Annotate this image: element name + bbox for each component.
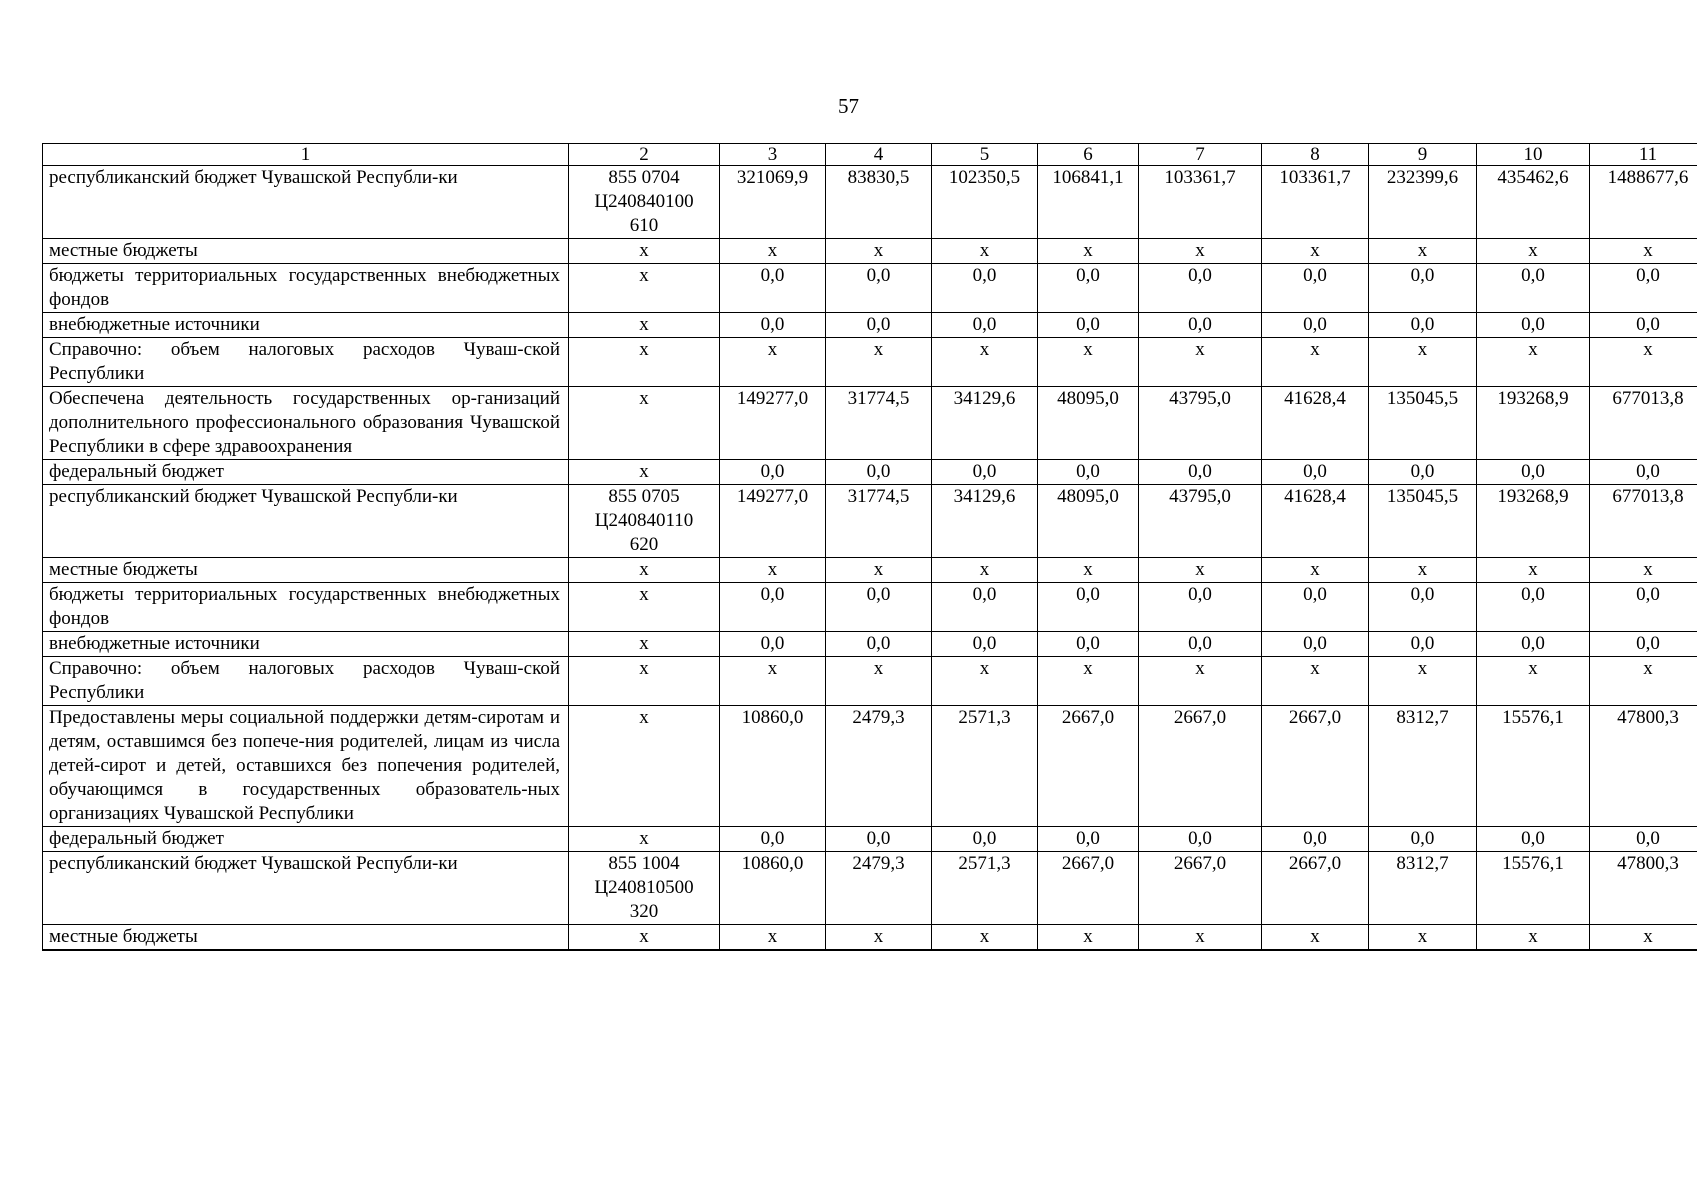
value-cell: 0,0 [720,460,826,485]
value-cell: 0,0 [932,583,1038,632]
value-cell: 0,0 [1369,583,1477,632]
value-cell: x [826,558,932,583]
value-cell: 0,0 [1038,632,1139,657]
value-cell: 0,0 [1590,313,1697,338]
value-cell: 2667,0 [1139,706,1262,827]
value-cell: x [1590,925,1697,951]
value-cell: x [932,925,1038,951]
value-cell: 0,0 [1369,264,1477,313]
value-cell: 0,0 [1590,827,1697,852]
value-cell: 0,0 [1139,313,1262,338]
budget-code-line: Ц240840100 [594,191,694,212]
budget-code-line: x [639,707,649,728]
value-cell: 15576,1 [1477,852,1590,925]
value-cell: x [826,657,932,706]
value-cell: 31774,5 [826,387,932,460]
table-row [43,827,1697,852]
value-cell: x [1038,657,1139,706]
budget-code-line: x [639,461,649,482]
value-cell: 0,0 [1139,827,1262,852]
row-description: федеральный бюджет [43,460,569,485]
value-cell: x [826,239,932,264]
value-cell: 2667,0 [1038,852,1139,925]
budget-code-cell [569,239,720,264]
value-cell: x [1369,558,1477,583]
value-cell: 0,0 [1477,460,1590,485]
row-description: республиканский бюджет Чувашской Республи-ки [43,485,569,558]
value-cell: 0,0 [1590,632,1697,657]
table-row [43,264,1697,313]
budget-code-cell [569,313,720,338]
budget-code-line: x [639,559,649,580]
column-header: 5 [932,144,1038,166]
value-cell: 321069,9 [720,166,826,239]
value-cell: 135045,5 [1369,387,1477,460]
value-cell: 0,0 [1477,632,1590,657]
row-description: федеральный бюджет [43,827,569,852]
value-cell: x [1369,239,1477,264]
value-cell: 2667,0 [1139,852,1262,925]
value-cell: x [1369,657,1477,706]
budget-code-line: x [639,633,649,654]
value-cell: 0,0 [932,313,1038,338]
value-cell: 0,0 [1477,264,1590,313]
value-cell: 0,0 [1262,827,1369,852]
table-row [43,166,1697,239]
value-cell: 47800,3 [1590,706,1697,827]
value-cell: 0,0 [1369,827,1477,852]
value-cell: 677013,8 [1590,387,1697,460]
budget-code-line: 855 0704 [608,167,680,188]
column-header: 8 [1262,144,1369,166]
value-cell: 10860,0 [720,852,826,925]
budget-code-line: 320 [629,901,659,922]
row-description: местные бюджеты [43,239,569,264]
value-cell: 41628,4 [1262,485,1369,558]
value-cell: 2667,0 [1262,852,1369,925]
value-cell: 0,0 [1038,583,1139,632]
value-cell: 103361,7 [1139,166,1262,239]
value-cell: 106841,1 [1038,166,1139,239]
value-cell: 43795,0 [1139,387,1262,460]
value-cell: 0,0 [720,632,826,657]
table-row [43,925,1697,951]
column-number-row [43,144,1697,166]
table-row [43,558,1697,583]
value-cell: x [720,925,826,951]
value-cell: x [720,338,826,387]
value-cell: 102350,5 [932,166,1038,239]
row-description: республиканский бюджет Чувашской Республи-ки [43,852,569,925]
value-cell: 34129,6 [932,485,1038,558]
value-cell: 0,0 [1262,264,1369,313]
value-cell: 0,0 [720,264,826,313]
column-header: 3 [720,144,826,166]
value-cell: x [1262,657,1369,706]
budget-code-line: x [639,926,649,947]
value-cell: 0,0 [826,827,932,852]
value-cell: 0,0 [826,460,932,485]
value-cell: 41628,4 [1262,387,1369,460]
value-cell: 0,0 [932,460,1038,485]
table-row [43,338,1697,387]
budget-code-cell [569,706,720,827]
value-cell: x [826,338,932,387]
value-cell: 0,0 [826,264,932,313]
budget-code-line: 610 [629,215,659,236]
value-cell: 677013,8 [1590,485,1697,558]
value-cell: x [1262,239,1369,264]
column-header: 11 [1590,144,1697,166]
budget-code-cell [569,583,720,632]
value-cell: 0,0 [1139,460,1262,485]
value-cell: 2667,0 [1262,706,1369,827]
row-description: Справочно: объем налоговых расходов Чуваш-ской Республики [43,657,569,706]
table-row [43,460,1697,485]
value-cell: 0,0 [1369,632,1477,657]
value-cell: x [932,239,1038,264]
value-cell: 2667,0 [1038,706,1139,827]
row-description: Обеспечена деятельность государственных ор-ганизаций дополнительного профессионального образования Чувашской Республики в сфере здравоохранения [43,387,569,460]
value-cell: 0,0 [1139,632,1262,657]
value-cell: x [1038,239,1139,264]
value-cell: x [1038,338,1139,387]
column-header: 2 [569,144,720,166]
value-cell: 0,0 [720,583,826,632]
value-cell: 193268,9 [1477,485,1590,558]
value-cell: x [1262,558,1369,583]
value-cell: x [720,558,826,583]
value-cell: 0,0 [932,264,1038,313]
column-header: 7 [1139,144,1262,166]
value-cell: x [720,657,826,706]
value-cell: 0,0 [1369,460,1477,485]
column-header: 9 [1369,144,1477,166]
value-cell: 103361,7 [1262,166,1369,239]
value-cell: 0,0 [1590,264,1697,313]
budget-code-line: x [639,314,649,335]
value-cell: 135045,5 [1369,485,1477,558]
budget-code-cell [569,827,720,852]
budget-code-cell [569,264,720,313]
table-row [43,485,1697,558]
value-cell: 0,0 [1038,313,1139,338]
value-cell: x [1262,925,1369,951]
value-cell: 0,0 [1369,313,1477,338]
value-cell: 31774,5 [826,485,932,558]
budget-table [42,143,1697,951]
value-cell: x [932,558,1038,583]
value-cell: 0,0 [932,632,1038,657]
value-cell: 0,0 [1590,583,1697,632]
value-cell: 0,0 [720,313,826,338]
value-cell: 0,0 [826,583,932,632]
value-cell: x [1477,558,1590,583]
value-cell: 0,0 [1262,313,1369,338]
value-cell: 435462,6 [1477,166,1590,239]
value-cell: 149277,0 [720,387,826,460]
budget-code-line: Ц240840110 [594,510,694,531]
table-row [43,313,1697,338]
value-cell: x [932,657,1038,706]
value-cell: x [932,338,1038,387]
row-description: Справочно: объем налоговых расходов Чуваш-ской Республики [43,338,569,387]
column-header: 4 [826,144,932,166]
table-row [43,657,1697,706]
budget-code-line: 855 0705 [608,486,680,507]
table-row [43,583,1697,632]
budget-code-cell [569,338,720,387]
table-row [43,239,1697,264]
budget-code-cell [569,657,720,706]
value-cell: 2479,3 [826,852,932,925]
value-cell: 0,0 [1262,583,1369,632]
budget-code-line: x [639,828,649,849]
value-cell: 48095,0 [1038,485,1139,558]
budget-code-line: Ц240810500 [594,877,694,898]
value-cell: x [720,239,826,264]
value-cell: x [826,925,932,951]
value-cell: x [1139,925,1262,951]
value-cell: 10860,0 [720,706,826,827]
budget-code-line: x [639,240,649,261]
value-cell: 47800,3 [1590,852,1697,925]
value-cell: 83830,5 [826,166,932,239]
budget-code-line: x [639,388,649,409]
value-cell: 0,0 [1038,460,1139,485]
row-description: внебюджетные источники [43,632,569,657]
value-cell: 15576,1 [1477,706,1590,827]
page-number: 57 [838,94,859,118]
value-cell: 0,0 [1262,460,1369,485]
value-cell: 8312,7 [1369,852,1477,925]
value-cell: 34129,6 [932,387,1038,460]
value-cell: x [1590,338,1697,387]
value-cell: 0,0 [1477,583,1590,632]
table-row [43,706,1697,827]
row-description: республиканский бюджет Чувашской Республи-ки [43,166,569,239]
budget-code-line: 620 [629,534,659,555]
value-cell: 0,0 [1139,264,1262,313]
value-cell: x [1139,657,1262,706]
budget-code-cell [569,558,720,583]
value-cell: 232399,6 [1369,166,1477,239]
budget-code-cell [569,632,720,657]
budget-code-line: x [639,658,649,679]
row-description: внебюджетные источники [43,313,569,338]
budget-code-line: x [639,339,649,360]
value-cell: x [1038,925,1139,951]
value-cell: 43795,0 [1139,485,1262,558]
table-body [43,144,1697,951]
value-cell: x [1477,925,1590,951]
value-cell: 0,0 [826,313,932,338]
value-cell: 0,0 [1139,583,1262,632]
value-cell: x [1590,239,1697,264]
value-cell: 2479,3 [826,706,932,827]
value-cell: 193268,9 [1477,387,1590,460]
value-cell: x [1477,657,1590,706]
budget-code-line: x [639,584,649,605]
value-cell: 0,0 [1262,632,1369,657]
budget-code-cell [569,460,720,485]
row-description: местные бюджеты [43,925,569,951]
value-cell: 8312,7 [1369,706,1477,827]
value-cell: 48095,0 [1038,387,1139,460]
value-cell: 0,0 [1477,827,1590,852]
row-description: бюджеты территориальных государственных внебюджетных фондов [43,583,569,632]
row-description: Предоставлены меры социальной поддержки детям-сиротам и детям, оставшимся без попече-ния родителей, лицам из числа детей-сирот и детей, оставшихся без попечения родителей, обучающимся в государственных образователь-ных организациях Чувашской Республики [43,706,569,827]
budget-code-cell [569,166,720,239]
value-cell: 0,0 [1038,827,1139,852]
value-cell: 0,0 [932,827,1038,852]
value-cell: x [1477,239,1590,264]
value-cell: 2571,3 [932,706,1038,827]
value-cell: x [1369,338,1477,387]
value-cell: x [1590,558,1697,583]
value-cell: 2571,3 [932,852,1038,925]
value-cell: x [1139,338,1262,387]
value-cell: x [1590,657,1697,706]
budget-code-cell [569,852,720,925]
value-cell: x [1477,338,1590,387]
value-cell: 0,0 [720,827,826,852]
value-cell: 0,0 [1038,264,1139,313]
table-row [43,852,1697,925]
value-cell: 0,0 [1590,460,1697,485]
column-header: 6 [1038,144,1139,166]
value-cell: x [1139,239,1262,264]
budget-code-cell [569,485,720,558]
value-cell: 0,0 [1477,313,1590,338]
table-row [43,387,1697,460]
budget-code-cell [569,387,720,460]
table-row [43,632,1697,657]
value-cell: x [1139,558,1262,583]
row-description: бюджеты территориальных государственных внебюджетных фондов [43,264,569,313]
value-cell: x [1038,558,1139,583]
value-cell: 149277,0 [720,485,826,558]
value-cell: x [1262,338,1369,387]
value-cell: 0,0 [826,632,932,657]
row-description: местные бюджеты [43,558,569,583]
budget-code-line: x [639,265,649,286]
column-header: 1 [43,144,569,166]
budget-code-line: 855 1004 [608,853,680,874]
value-cell: x [1369,925,1477,951]
value-cell: 1488677,6 [1590,166,1697,239]
budget-code-cell [569,925,720,951]
column-header: 10 [1477,144,1590,166]
